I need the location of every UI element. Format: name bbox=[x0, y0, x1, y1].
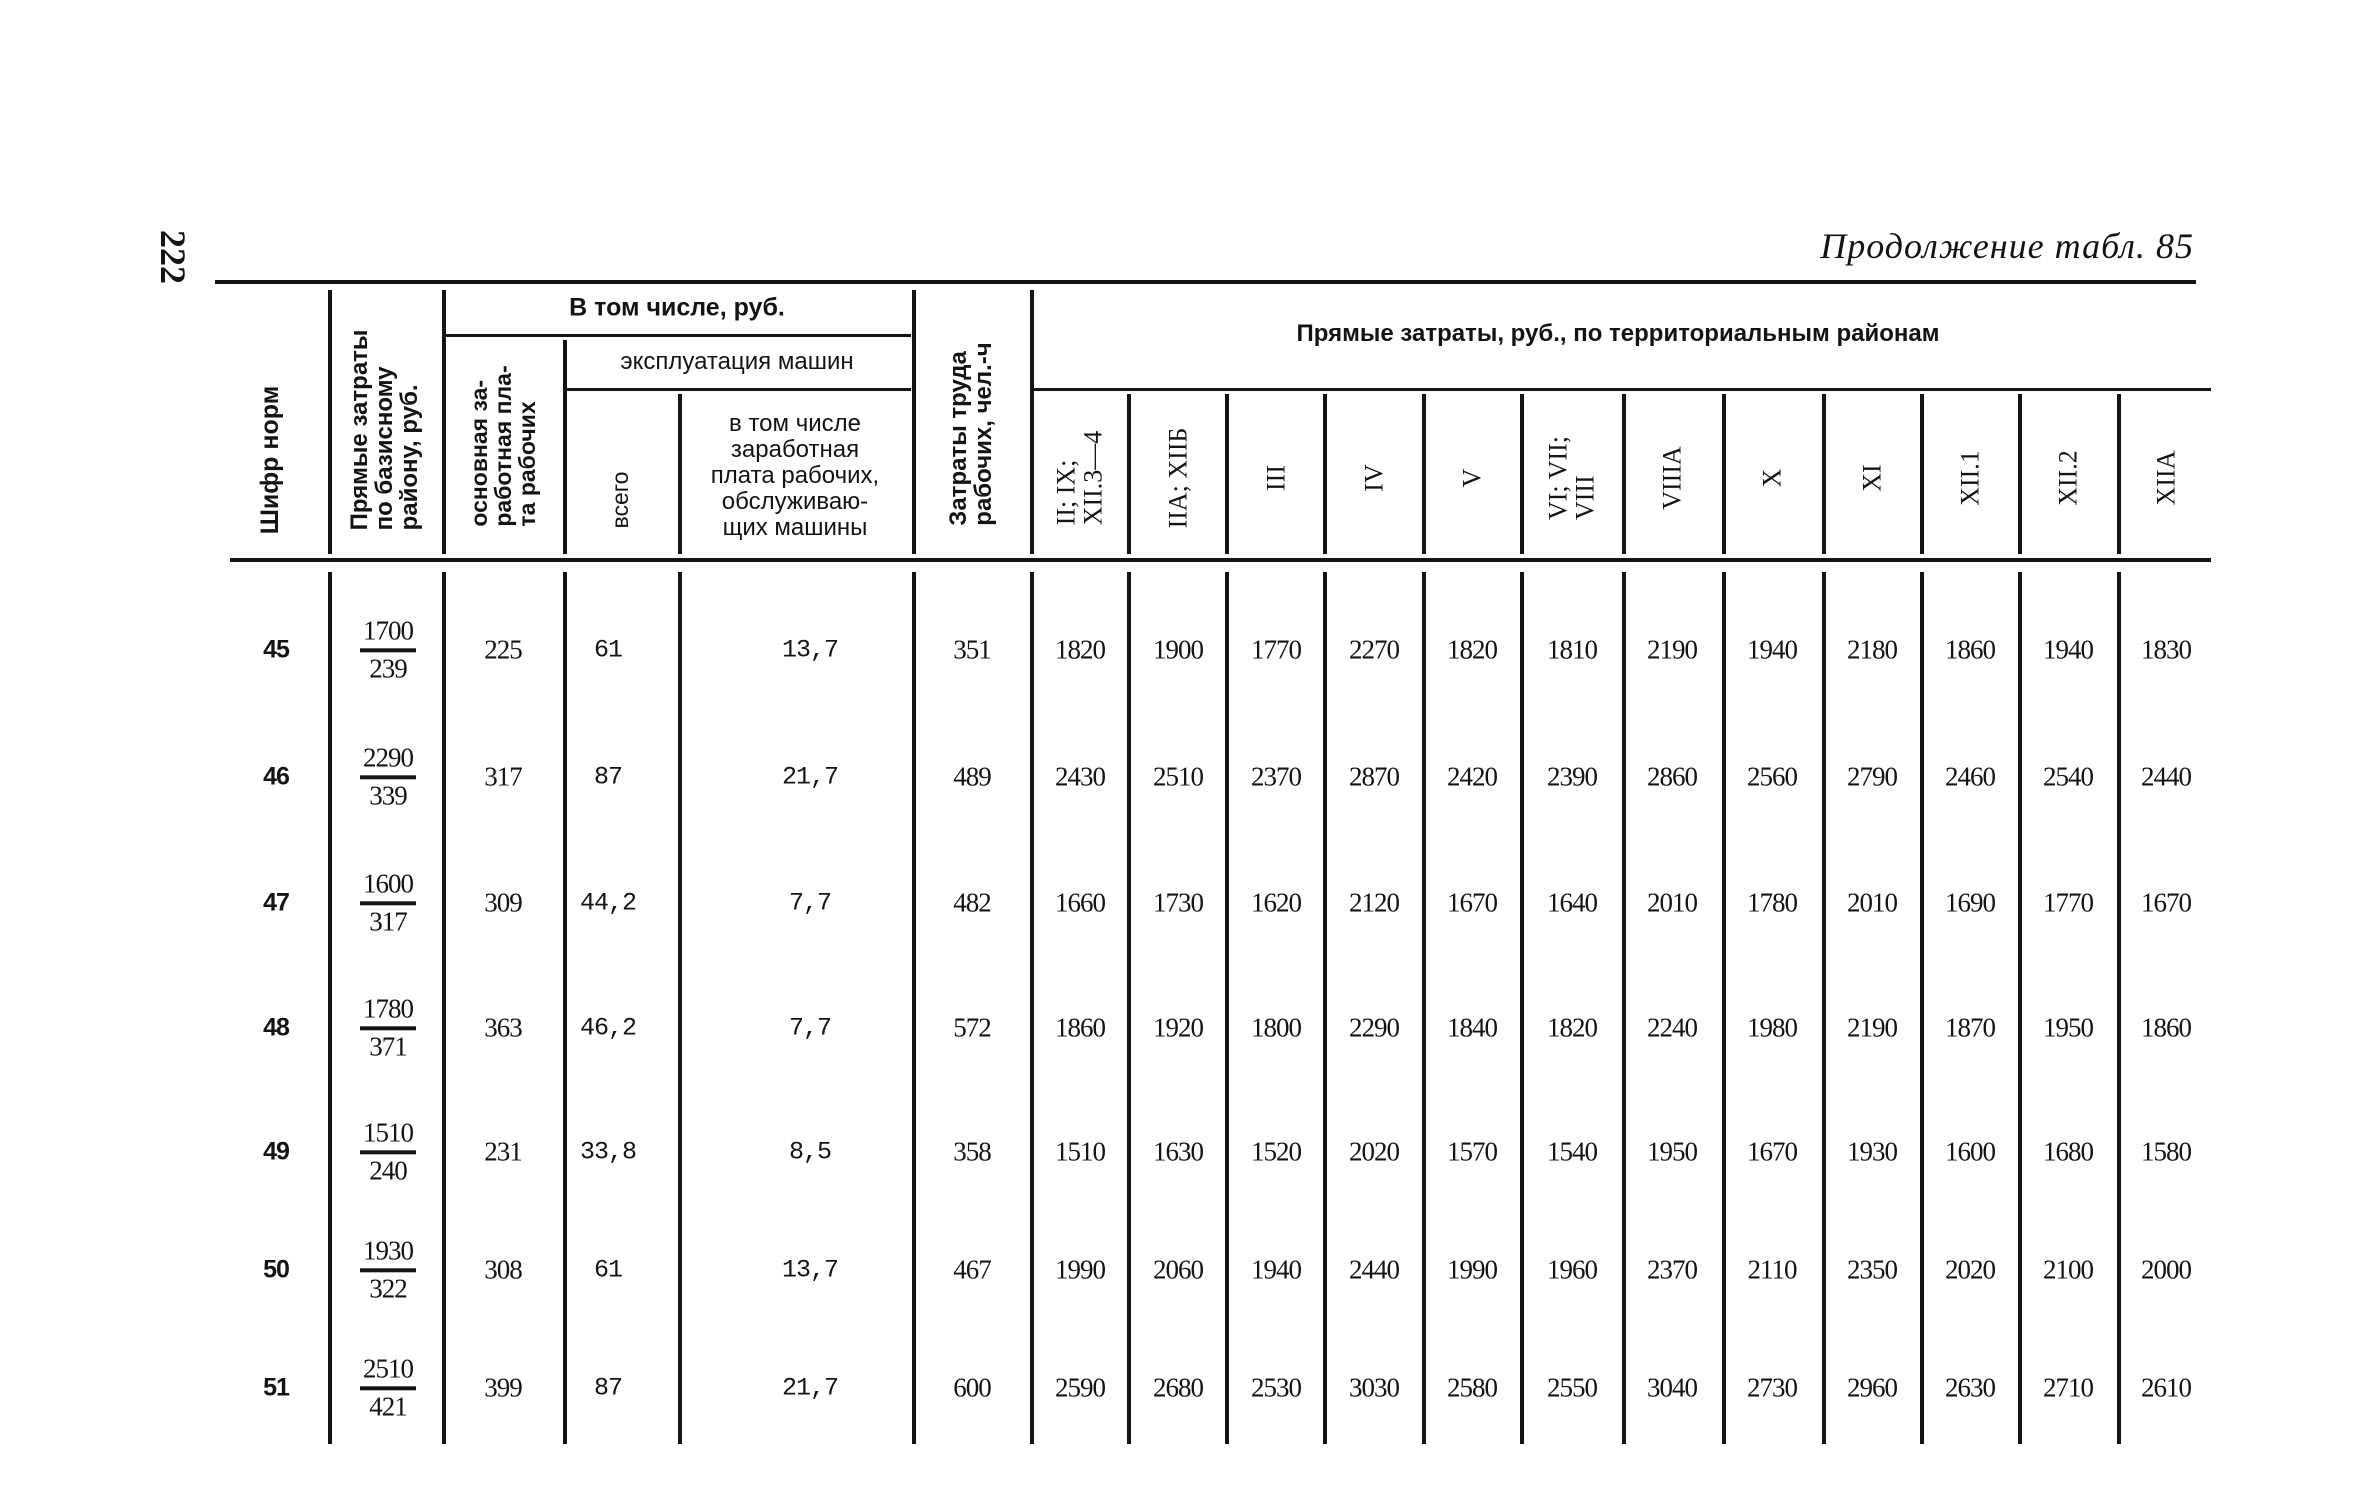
region-cost-cell: 2110 bbox=[1747, 1254, 1797, 1285]
region-cost-cell: 2180 bbox=[1847, 634, 1897, 665]
region-cost-cell: 2190 bbox=[1647, 634, 1697, 665]
region-cost-cell: 2420 bbox=[1447, 761, 1497, 792]
header-divider bbox=[678, 394, 682, 554]
region-cost-cell: 1870 bbox=[1945, 1012, 1995, 1043]
body-divider bbox=[1225, 572, 1229, 1444]
fraction-bar bbox=[360, 1026, 416, 1030]
direct-cost-fraction bbox=[360, 616, 416, 683]
region-cost-cell: 2120 bbox=[1349, 887, 1399, 918]
region-cost-cell: 1680 bbox=[2043, 1136, 2093, 1167]
body-divider bbox=[1030, 572, 1034, 1444]
machine-total-cell: 46,2 bbox=[579, 1013, 637, 1043]
region-cost-cell: 1640 bbox=[1547, 887, 1597, 918]
region-cost-cell: 3040 bbox=[1647, 1372, 1697, 1403]
region-cost-cell: 1670 bbox=[2141, 887, 2191, 918]
region-cost-cell: 1730 bbox=[1153, 887, 1203, 918]
header-region: V bbox=[1457, 468, 1487, 488]
fraction-bar bbox=[360, 1268, 416, 1272]
header-region: III bbox=[1261, 465, 1291, 491]
region-cost-cell: 2010 bbox=[1647, 887, 1697, 918]
wage-share-value: 371 bbox=[369, 1031, 407, 1061]
base-wage-cell: 363 bbox=[484, 1012, 522, 1043]
region-cost-cell: 1940 bbox=[2043, 634, 2093, 665]
region-cost-cell: 1520 bbox=[1251, 1136, 1301, 1167]
region-cost-cell: 1940 bbox=[1251, 1254, 1301, 1285]
labor-cell: 351 bbox=[953, 634, 991, 665]
body-divider bbox=[1323, 572, 1327, 1444]
region-cost-cell: 1960 bbox=[1547, 1254, 1597, 1285]
region-cost-cell: 1820 bbox=[1447, 634, 1497, 665]
header-including: В том числе, руб. bbox=[569, 293, 785, 322]
including-underline bbox=[443, 334, 911, 337]
region-cost-cell: 2630 bbox=[1945, 1372, 1995, 1403]
machines-underline bbox=[563, 388, 911, 391]
region-cost-cell: 1670 bbox=[1747, 1136, 1797, 1167]
base-wage-cell: 308 bbox=[484, 1254, 522, 1285]
region-cost-cell: 2730 bbox=[1747, 1372, 1797, 1403]
header-region: VIIIA bbox=[1657, 446, 1687, 510]
machine-wage-cell: 7,7 bbox=[788, 888, 832, 918]
region-cost-cell: 2020 bbox=[1349, 1136, 1399, 1167]
region-cost-cell: 2430 bbox=[1055, 761, 1105, 792]
table-title: Продолжение табл. 85 bbox=[1820, 226, 2194, 266]
header-divider bbox=[1127, 394, 1131, 554]
machine-total-cell: 33,8 bbox=[579, 1137, 637, 1167]
header-region: XII.1 bbox=[1955, 450, 1985, 506]
base-wage-cell: 317 bbox=[484, 761, 522, 792]
row-code: 47 bbox=[263, 888, 289, 917]
region-cost-cell: 2680 bbox=[1153, 1372, 1203, 1403]
region-cost-cell: 1510 bbox=[1055, 1136, 1105, 1167]
wage-share-value: 339 bbox=[369, 780, 407, 810]
region-cost-cell: 1670 bbox=[1447, 887, 1497, 918]
row-code: 45 bbox=[263, 635, 289, 664]
header-machines: эксплуатация машин bbox=[620, 348, 854, 376]
direct-cost-value: 1600 bbox=[363, 868, 413, 899]
region-cost-cell: 1580 bbox=[2141, 1136, 2191, 1167]
body-divider bbox=[2018, 572, 2022, 1444]
region-cost-cell: 1860 bbox=[1945, 634, 1995, 665]
region-cost-cell: 1690 bbox=[1945, 887, 1995, 918]
region-cost-cell: 1810 bbox=[1547, 634, 1597, 665]
header-divider bbox=[442, 290, 446, 554]
header-region: IIA; XIIБ bbox=[1163, 427, 1193, 529]
header-divider bbox=[1422, 394, 1426, 554]
header-divider bbox=[2018, 394, 2022, 554]
header-base-wage: основная за- работная пла- та рабочих bbox=[465, 365, 541, 527]
region-cost-cell: 2790 bbox=[1847, 761, 1897, 792]
region-cost-cell: 2540 bbox=[2043, 761, 2093, 792]
region-cost-cell: 2350 bbox=[1847, 1254, 1897, 1285]
body-divider bbox=[1422, 572, 1426, 1444]
body-divider bbox=[1622, 572, 1626, 1444]
region-cost-cell: 2440 bbox=[2141, 761, 2191, 792]
region-cost-cell: 1950 bbox=[2043, 1012, 2093, 1043]
region-cost-cell: 2290 bbox=[1349, 1012, 1399, 1043]
direct-cost-value: 1510 bbox=[363, 1117, 413, 1148]
direct-cost-fraction bbox=[360, 994, 416, 1061]
header-machine-wage: в том числе заработная плата рабочих, обслуживаю- щих машины bbox=[710, 410, 880, 541]
region-cost-cell: 1820 bbox=[1055, 634, 1105, 665]
header-region: II; IX; XII.3—4 bbox=[1051, 430, 1108, 526]
region-cost-cell: 2590 bbox=[1055, 1372, 1105, 1403]
row-code: 50 bbox=[263, 1255, 289, 1284]
header-divider bbox=[1030, 290, 1034, 554]
region-cost-cell: 2580 bbox=[1447, 1372, 1497, 1403]
body-divider bbox=[1722, 572, 1726, 1444]
header-bottom-rule bbox=[230, 558, 2211, 562]
header-divider bbox=[1323, 394, 1327, 554]
wage-share-value: 317 bbox=[369, 906, 407, 936]
region-cost-cell: 2870 bbox=[1349, 761, 1399, 792]
region-cost-cell: 1660 bbox=[1055, 887, 1105, 918]
top-rule bbox=[215, 280, 2196, 284]
base-wage-cell: 225 bbox=[484, 634, 522, 665]
region-cost-cell: 2100 bbox=[2043, 1254, 2093, 1285]
header-code: Шифр норм bbox=[255, 385, 284, 535]
body-divider bbox=[678, 572, 682, 1444]
region-cost-cell: 3030 bbox=[1349, 1372, 1399, 1403]
base-wage-cell: 309 bbox=[484, 887, 522, 918]
body-divider bbox=[1822, 572, 1826, 1444]
direct-cost-fraction bbox=[360, 743, 416, 810]
direct-cost-fraction bbox=[360, 1354, 416, 1421]
header-divider bbox=[1520, 394, 1524, 554]
region-cost-cell: 1860 bbox=[1055, 1012, 1105, 1043]
fraction-bar bbox=[360, 648, 416, 652]
machine-total-cell: 87 bbox=[593, 762, 623, 792]
base-wage-cell: 399 bbox=[484, 1372, 522, 1403]
body-divider bbox=[442, 572, 446, 1444]
region-cost-cell: 1800 bbox=[1251, 1012, 1301, 1043]
fraction-bar bbox=[360, 1150, 416, 1154]
region-cost-cell: 1950 bbox=[1647, 1136, 1697, 1167]
machine-wage-cell: 13,7 bbox=[781, 1255, 839, 1285]
header-region: XII.2 bbox=[2053, 450, 2083, 506]
direct-cost-fraction bbox=[360, 1236, 416, 1303]
row-code: 49 bbox=[263, 1137, 289, 1166]
machine-wage-cell: 7,7 bbox=[788, 1013, 832, 1043]
wage-share-value: 421 bbox=[369, 1391, 407, 1421]
region-cost-cell: 2550 bbox=[1547, 1372, 1597, 1403]
body-divider bbox=[2117, 572, 2121, 1444]
region-cost-cell: 2000 bbox=[2141, 1254, 2191, 1285]
body-divider bbox=[328, 572, 332, 1444]
region-cost-cell: 1570 bbox=[1447, 1136, 1497, 1167]
header-divider bbox=[563, 340, 567, 554]
region-cost-cell: 1990 bbox=[1447, 1254, 1497, 1285]
region-cost-cell: 2060 bbox=[1153, 1254, 1203, 1285]
header-direct-costs: Прямые затраты по базисному району, руб. bbox=[346, 329, 424, 531]
header-divider bbox=[1225, 394, 1229, 554]
region-cost-cell: 1930 bbox=[1847, 1136, 1897, 1167]
region-cost-cell: 2960 bbox=[1847, 1372, 1897, 1403]
body-divider bbox=[912, 572, 916, 1444]
wage-share-value: 240 bbox=[369, 1155, 407, 1185]
region-cost-cell: 1990 bbox=[1055, 1254, 1105, 1285]
region-cost-cell: 2240 bbox=[1647, 1012, 1697, 1043]
labor-cell: 489 bbox=[953, 761, 991, 792]
header-labor: Затраты труда рабочих, чел.-ч bbox=[944, 342, 997, 526]
fraction-bar bbox=[360, 775, 416, 779]
region-cost-cell: 1600 bbox=[1945, 1136, 1995, 1167]
header-divider bbox=[2117, 394, 2121, 554]
labor-cell: 467 bbox=[953, 1254, 991, 1285]
region-cost-cell: 1920 bbox=[1153, 1012, 1203, 1043]
labor-cell: 572 bbox=[953, 1012, 991, 1043]
region-cost-cell: 1900 bbox=[1153, 634, 1203, 665]
region-cost-cell: 2390 bbox=[1547, 761, 1597, 792]
labor-cell: 600 bbox=[953, 1372, 991, 1403]
header-divider bbox=[1920, 394, 1924, 554]
region-cost-cell: 2370 bbox=[1647, 1254, 1697, 1285]
machine-total-cell: 87 bbox=[593, 1373, 623, 1403]
region-cost-cell: 1820 bbox=[1547, 1012, 1597, 1043]
direct-cost-fraction bbox=[360, 869, 416, 936]
region-cost-cell: 1630 bbox=[1153, 1136, 1203, 1167]
header-machine-total: всего bbox=[606, 471, 633, 529]
region-cost-cell: 2370 bbox=[1251, 761, 1301, 792]
region-cost-cell: 2860 bbox=[1647, 761, 1697, 792]
region-cost-cell: 1840 bbox=[1447, 1012, 1497, 1043]
direct-cost-fraction bbox=[360, 1118, 416, 1185]
region-cost-cell: 2020 bbox=[1945, 1254, 1995, 1285]
region-cost-cell: 2010 bbox=[1847, 887, 1897, 918]
direct-cost-value: 2290 bbox=[363, 742, 413, 773]
region-cost-cell: 1620 bbox=[1251, 887, 1301, 918]
region-cost-cell: 2510 bbox=[1153, 761, 1203, 792]
region-cost-cell: 2270 bbox=[1349, 634, 1399, 665]
region-cost-cell: 1830 bbox=[2141, 634, 2191, 665]
header-region: VI; VII; VIII bbox=[1543, 435, 1600, 521]
machine-wage-cell: 21,7 bbox=[781, 1373, 839, 1403]
header-region: XIIA bbox=[2151, 450, 2181, 506]
row-code: 46 bbox=[263, 762, 289, 791]
header-regions: Прямые затраты, руб., по территориальным районам bbox=[1296, 320, 1940, 348]
machine-total-cell: 61 bbox=[593, 635, 623, 665]
header-region: XI bbox=[1857, 464, 1887, 492]
labor-cell: 482 bbox=[953, 887, 991, 918]
region-cost-cell: 1940 bbox=[1747, 634, 1797, 665]
body-divider bbox=[1520, 572, 1524, 1444]
region-cost-cell: 1770 bbox=[2043, 887, 2093, 918]
body-divider bbox=[1127, 572, 1131, 1444]
region-cost-cell: 2440 bbox=[1349, 1254, 1399, 1285]
region-cost-cell: 1770 bbox=[1251, 634, 1301, 665]
page-number: 222 bbox=[153, 230, 193, 284]
direct-cost-value: 2510 bbox=[363, 1353, 413, 1384]
header-divider bbox=[1722, 394, 1726, 554]
machine-wage-cell: 8,5 bbox=[788, 1137, 832, 1167]
region-cost-cell: 1980 bbox=[1747, 1012, 1797, 1043]
labor-cell: 358 bbox=[953, 1136, 991, 1167]
region-cost-cell: 2560 bbox=[1747, 761, 1797, 792]
fraction-bar bbox=[360, 1386, 416, 1390]
region-cost-cell: 2710 bbox=[2043, 1372, 2093, 1403]
region-cost-cell: 2190 bbox=[1847, 1012, 1897, 1043]
header-divider bbox=[1822, 394, 1826, 554]
wage-share-value: 239 bbox=[369, 653, 407, 683]
machine-total-cell: 44,2 bbox=[579, 888, 637, 918]
fraction-bar bbox=[360, 901, 416, 905]
direct-cost-value: 1700 bbox=[363, 615, 413, 646]
direct-cost-value: 1930 bbox=[363, 1235, 413, 1266]
header-region: X bbox=[1757, 468, 1787, 488]
region-cost-cell: 1860 bbox=[2141, 1012, 2191, 1043]
header-divider bbox=[912, 290, 916, 554]
row-code: 51 bbox=[263, 1373, 289, 1402]
region-cost-cell: 1780 bbox=[1747, 887, 1797, 918]
direct-cost-value: 1780 bbox=[363, 993, 413, 1024]
region-cost-cell: 2610 bbox=[2141, 1372, 2191, 1403]
regions-underline bbox=[1031, 388, 2211, 391]
row-code: 48 bbox=[263, 1013, 289, 1042]
header-region: IV bbox=[1359, 464, 1389, 492]
body-divider bbox=[1920, 572, 1924, 1444]
machine-wage-cell: 13,7 bbox=[781, 635, 839, 665]
wage-share-value: 322 bbox=[369, 1273, 407, 1303]
region-cost-cell: 1540 bbox=[1547, 1136, 1597, 1167]
region-cost-cell: 2530 bbox=[1251, 1372, 1301, 1403]
base-wage-cell: 231 bbox=[484, 1136, 522, 1167]
header-divider bbox=[328, 290, 332, 554]
body-divider bbox=[563, 572, 567, 1444]
machine-wage-cell: 21,7 bbox=[781, 762, 839, 792]
header-divider bbox=[1622, 394, 1626, 554]
machine-total-cell: 61 bbox=[593, 1255, 623, 1285]
region-cost-cell: 2460 bbox=[1945, 761, 1995, 792]
